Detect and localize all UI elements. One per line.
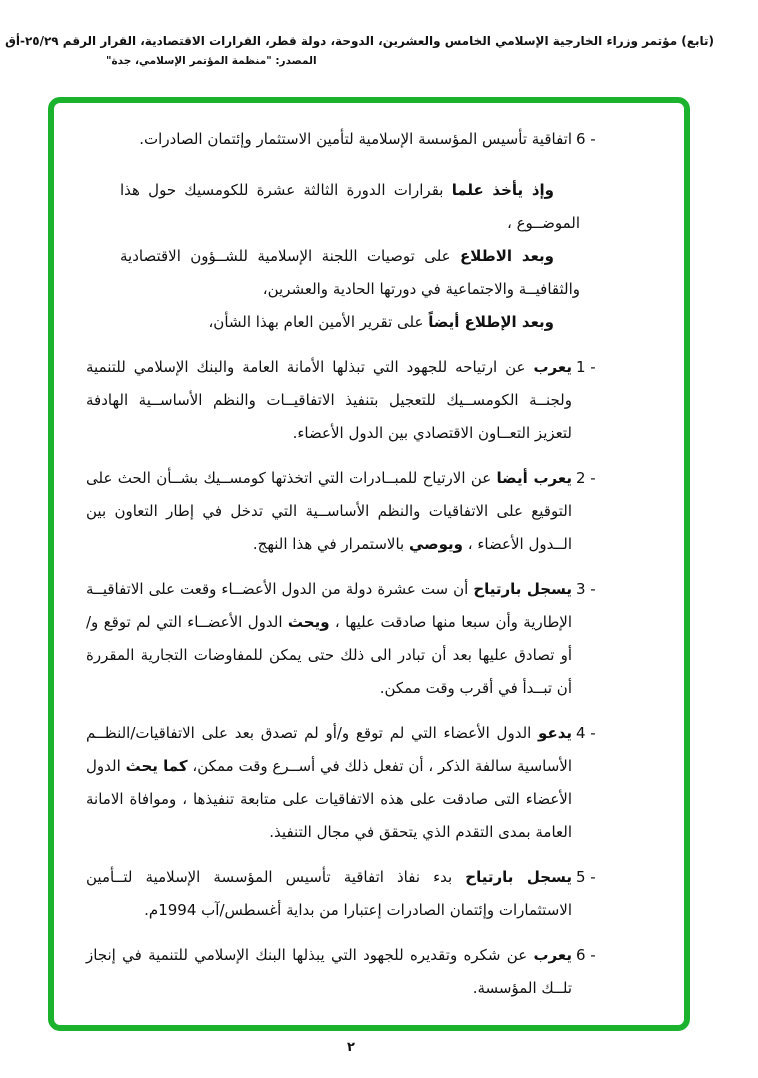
item-number: 6 - [576,130,596,148]
text-run: بدء نفاذ اتفاقية تأسيس المؤسسة الإسلامية لتــأمين الاستثمارات وإئتمان الصادرات إعتبارا من بداية أغسطس/آب 1994م. [86,868,572,919]
document-source-line: المصدر: "منظمة المؤتمر الإسلامي، جدة" [106,55,317,67]
emphasis-run: يدعو [538,724,572,742]
emphasis-run: ويحث [287,613,330,631]
text-run: عن الارتياح للمبــادرات التي اتخذتها كومســيك بشــأن الحث على التوقيع على الاتفاقيات والنظم الأساســية التي تدخل في إطار التعاون بين الــدول الأعضاء ، [86,469,572,553]
preamble-paragraph [120,240,580,306]
item-text [86,123,572,156]
resolution-paragraphs [54,103,684,1019]
item-text [86,573,572,705]
item-text [86,939,572,1005]
resolution-item [86,462,620,561]
emphasis-run: وبعد الإطلاع أيضاً [428,313,554,331]
item-number: 2 - [576,469,596,487]
text-run: على تقرير الأمين العام بهذا الشأن، [208,313,429,331]
item-text [86,861,572,927]
resolution-item [86,351,620,450]
text-run: بالاستمرار في هذا النهج. [252,535,409,553]
text-run: على توصيات اللجنة الإسلامية للشــؤون الاقتصادية والثقافيــة والاجتماعية في دورتها الحادية والعشرين، [120,247,580,298]
text-run: الدول الأعضاء التى صادقت على هذه الاتفاقيات على متابعة تنفيذها ، وموافاة الامانة العامة بمدى التقدم الذي يتحقق في مجال التنفيذ. [86,757,572,841]
text-run: بقرارات الدورة الثالثة عشرة للكومسيك حول هذا الموضــوع ، [120,181,580,232]
resolution-item [86,861,620,927]
emphasis-run: يعرب [533,358,572,376]
text-run: الدول الأعضــاء التي لم توقع و/أو تصادق عليها بعد أن تبادر الى ذلك حتى يمكن للمفاوضات التجارية المقررة أن تبــدأ في أقرب وقت ممكن. [86,613,572,697]
text-run: عن شكره وتقديره للجهود التي يبذلها البنك الإسلامي للتنمية في إنجاز تلــك المؤسسة. [86,946,572,997]
emphasis-run: وبعد الاطلاع [460,247,554,265]
page-number: ٢ [347,1040,355,1055]
document-header-line: (تابع) مؤتمر وزراء الخارجية الإسلامي الخامس والعشرين، الدوحة، دولة قطر، القرارات الاقتصادية، القرار الرقم ٢٥/٢٩-أق [5,34,714,48]
item-text [86,462,572,561]
item-number: 3 - [576,580,596,598]
resolution-item [86,939,620,1005]
item-text [86,717,572,849]
emphasis-run: كما يحث [125,757,188,775]
resolution-item [86,123,620,156]
item-number: 4 - [576,724,596,742]
emphasis-run: وإذ يأخذ علما [451,181,554,199]
emphasis-run: يسجل بارتياح [473,580,573,598]
emphasis-run: يعرب [533,946,572,964]
text-run: أن ست عشرة دولة من الدول الأعضــاء وقعت على الاتفاقيــة الإطارية وأن سبعا منها صادقت عليها ، [86,580,572,631]
emphasis-run: ويوصي [408,535,463,553]
text-run: الدول الأعضاء التي لم توقع و/أو لم تصدق بعد على الاتفاقيات/النظــم الأساسية سالفة الذكر ، أن تفعل ذلك في أســرع وقت ممكن، [86,724,573,775]
preamble-paragraph [120,174,580,240]
item-number: 1 - [576,358,596,376]
emphasis-run: يعرب أيضا [496,469,572,487]
resolution-box [48,97,690,1031]
item-number: 5 - [576,868,596,886]
preamble-paragraph [120,306,580,339]
text-run: اتفاقية تأسيس المؤسسة الإسلامية لتأمين الاستثمار وإئتمان الصادرات. [139,130,572,148]
resolution-item [86,573,620,705]
item-number: 6 - [576,946,596,964]
emphasis-run: يسجل بارتياح [465,868,573,886]
text-run: عن ارتياحه للجهود التي تبذلها الأمانة العامة والبنك الإسلامي للتنمية ولجنــة الكومســيك للتعجيل بتنفيذ الاتفاقيــات والنظم الأساســية الهادفة لتعزيز التعــاون الاقتصادي بين الدول الأعضاء. [86,358,572,442]
item-text [86,351,572,450]
resolution-item [86,717,620,849]
